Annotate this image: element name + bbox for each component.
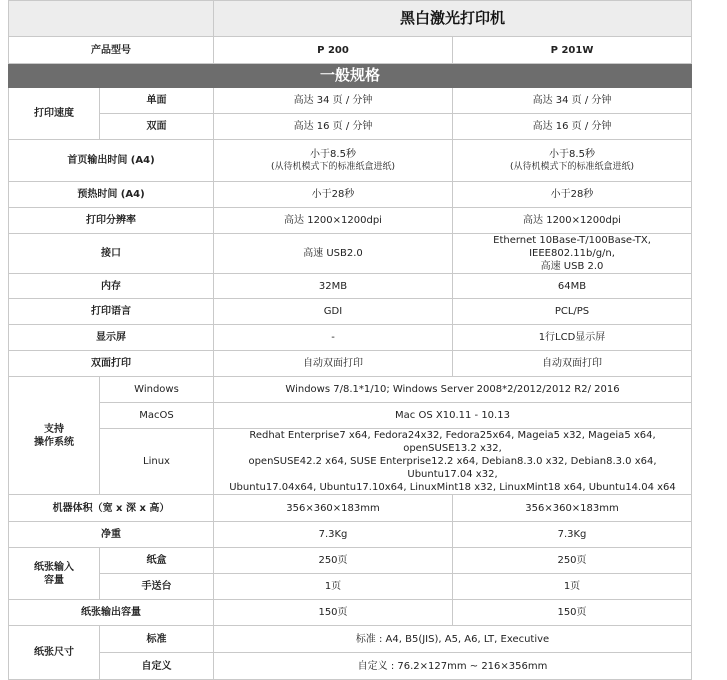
os-label-line1: 支持 [44,423,64,435]
duplex-value-a: 高达 16 页 / 分钟 [214,114,453,140]
standard-size-value: 标准 : A4, B5(JIS), A5, A6, LT, Executive [214,626,692,653]
duplex-label: 双面 [100,114,214,140]
first-page-value-a [214,140,453,182]
os-linux-line1: Redhat Enterprise7 x64, Fedora24x32, Fedora25x64, Mageia5 x32, Mageia5 x64, openSUSE13.2 x32, [249,430,656,454]
first-page-note-b: (从待机模式下的标准纸盒进纸) [509,161,635,172]
input-label-line1: 纸张输入 [34,561,74,573]
tray-value-a: 250页 [214,548,453,574]
table-row [9,140,692,182]
table-row [9,299,692,325]
tray-label: 纸盒 [100,548,214,574]
interface-b-line1: Ethernet 10Base-T/100Base-TX, IEEE802.11b/g/n, [493,235,651,259]
duplex-print-value-b: 自动双面打印 [453,351,692,377]
resolution-value-b: 高达 1200×1200dpi [453,208,692,234]
table-row [9,626,692,653]
resolution-value-a: 高达 1200×1200dpi [214,208,453,234]
tray-value-b: 250页 [453,548,692,574]
model-b-name: P 201W [453,37,692,64]
dimensions-label: 机器体积（宽 x 深 x 高） [9,495,214,522]
duplex-value-b: 高达 16 页 / 分钟 [453,114,692,140]
output-value-a: 150页 [214,600,453,626]
os-macos-value: Mac OS X10.11 - 10.13 [214,403,692,429]
language-label: 打印语言 [9,299,214,325]
os-label-line2: 操作系统 [34,436,74,448]
page-title: 黑白激光打印机 [214,1,692,37]
weight-value-a: 7.3Kg [214,522,453,548]
display-value-b: 1行LCD显示屏 [453,325,692,351]
manual-feed-value-b: 1页 [453,574,692,600]
input-label [9,548,100,600]
os-windows-label: Windows [100,377,214,403]
memory-value-b: 64MB [453,274,692,299]
simplex-value-b: 高达 34 页 / 分钟 [453,88,692,114]
display-value-a: - [214,325,453,351]
table-row [9,114,692,140]
table-row [9,88,692,114]
warmup-value-a: 小于28秒 [214,182,453,208]
model-header-label: 产品型号 [9,37,214,64]
os-linux-value [214,429,692,495]
warmup-value-b: 小于28秒 [453,182,692,208]
table-row [9,522,692,548]
table-row [9,325,692,351]
duplex-print-value-a: 自动双面打印 [214,351,453,377]
table-row [9,653,692,680]
table-row [9,548,692,574]
dimensions-value-b: 356×360×183mm [453,495,692,522]
dimensions-value-a: 356×360×183mm [214,495,453,522]
interface-b-line2: 高速 USB 2.0 [540,261,604,272]
first-page-time-a: 小于8.5秒 [310,148,356,160]
resolution-label: 打印分辨率 [9,208,214,234]
weight-label: 净重 [9,522,214,548]
table-row [9,234,692,274]
table-row [9,600,692,626]
table-row [9,274,692,299]
os-linux-line3: Ubuntu17.04x64, Ubuntu17.10x64, LinuxMint18 x32, LinuxMint18 x64, Ubuntu14.04 x64 [229,482,676,493]
interface-value-b [453,234,692,274]
interface-label: 接口 [9,234,214,274]
first-page-value-b [453,140,692,182]
section-title: 一般规格 [9,64,692,88]
title-blank-cell [9,1,214,37]
standard-size-label: 标准 [100,626,214,653]
memory-label: 内存 [9,274,214,299]
first-page-label: 首页输出时间 (A4) [9,140,214,182]
os-label [9,377,100,495]
os-windows-value: Windows 7/8.1*1/10; Windows Server 2008*2/2012/2012 R2/ 2016 [214,377,692,403]
first-page-note-a: (从待机模式下的标准纸盒进纸) [270,161,396,172]
custom-size-value: 自定义 : 76.2×127mm ~ 216×356mm [214,653,692,680]
table-row [9,495,692,522]
output-label: 纸张输出容量 [9,600,214,626]
duplex-print-label: 双面打印 [9,351,214,377]
section-row [9,64,692,88]
first-page-time-b: 小于8.5秒 [549,148,595,160]
table-row [9,377,692,403]
table-row [9,403,692,429]
weight-value-b: 7.3Kg [453,522,692,548]
title-row [9,1,692,37]
output-value-b: 150页 [453,600,692,626]
warmup-label: 预热时间 (A4) [9,182,214,208]
os-macos-label: MacOS [100,403,214,429]
spec-table [8,0,692,680]
simplex-value-a: 高达 34 页 / 分钟 [214,88,453,114]
simplex-label: 单面 [100,88,214,114]
table-row [9,351,692,377]
paper-size-label: 纸张尺寸 [9,626,100,680]
memory-value-a: 32MB [214,274,453,299]
os-linux-label: Linux [100,429,214,495]
display-label: 显示屏 [9,325,214,351]
os-linux-line2: openSUSE42.2 x64, SUSE Enterprise12.2 x64, Debian8.3.0 x32, Debian8.3.0 x64, Ubuntu17.04 x32, [248,456,657,480]
input-label-line2: 容量 [44,574,64,586]
custom-size-label: 自定义 [100,653,214,680]
interface-value-a: 高速 USB2.0 [214,234,453,274]
print-speed-label: 打印速度 [9,88,100,140]
manual-feed-label: 手送台 [100,574,214,600]
table-row [9,208,692,234]
table-row [9,574,692,600]
table-row [9,182,692,208]
language-value-a: GDI [214,299,453,325]
language-value-b: PCL/PS [453,299,692,325]
model-row [9,37,692,64]
manual-feed-value-a: 1页 [214,574,453,600]
model-a-name: P 200 [214,37,453,64]
table-row [9,429,692,495]
